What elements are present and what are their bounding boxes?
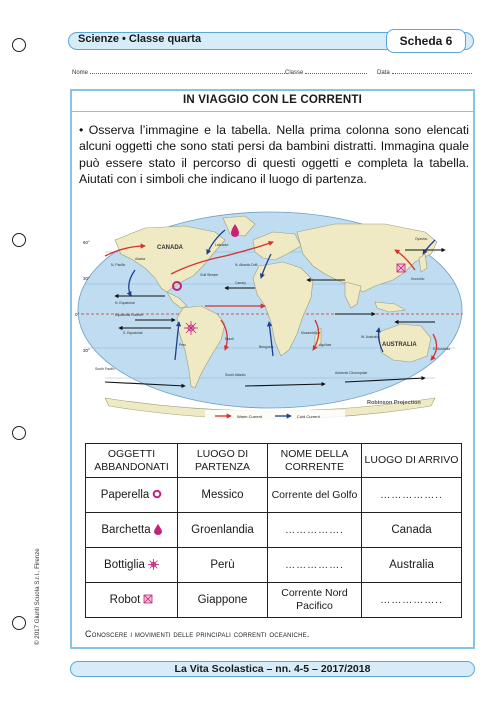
drop-icon: [154, 524, 162, 535]
currents-table: [85, 443, 462, 618]
object-name: Bottiglia: [104, 558, 145, 571]
current-label: Alaska: [135, 257, 146, 261]
name-field[interactable]: [72, 68, 285, 76]
object-name: Paperella: [100, 488, 150, 501]
current-label: Oyashio: [415, 237, 428, 241]
header-objects: OGGETTI ABBANDONATI: [86, 444, 178, 478]
projection-label: Robinson Projection: [367, 400, 421, 406]
current-label: Agulhas: [319, 343, 332, 347]
current-label: N. Equatorial: [115, 301, 135, 305]
start-cell: Giappone: [178, 583, 268, 618]
publication-footer: La Vita Scolastica – nn. 4-5 – 2017/2018: [70, 661, 475, 677]
subject-label: Scienze • Classe quarta: [78, 33, 202, 45]
header-arrival: LUOGO DI ARRIVO: [362, 444, 462, 478]
current-label: Brazil: [225, 337, 234, 341]
sun-icon: [148, 559, 159, 570]
object-cell: [86, 513, 178, 548]
current-label: Gulf Stream: [200, 273, 219, 277]
date-label: Data: [377, 70, 390, 76]
object-cell: [86, 583, 178, 618]
start-cell: Groenlandia: [178, 513, 268, 548]
current-label: N. Atlantic Drift: [235, 263, 258, 267]
start-cell: Perù: [178, 548, 268, 583]
binder-hole: [12, 426, 26, 440]
canada-label: CANADA: [157, 245, 183, 251]
current-cell: Corrente del Golfo: [268, 478, 362, 513]
current-label: Labrador: [215, 243, 229, 247]
current-label: E. Australia: [433, 347, 451, 351]
current-label: Kuroshio: [411, 277, 425, 281]
current-label: N. Pacific: [111, 263, 126, 267]
arrival-cell: Australia: [362, 548, 462, 583]
lat-label: 30°: [83, 276, 90, 281]
current-label: Canary: [235, 281, 246, 285]
class-label: Classe: [285, 70, 304, 76]
current-label: South Pacific: [95, 367, 115, 371]
header-start: LUOGO DI PARTENZA: [178, 444, 268, 478]
binder-hole: [12, 616, 26, 630]
lat-label: 0°: [75, 312, 80, 317]
current-cell-blank[interactable]: …………….: [268, 513, 362, 548]
name-label: Nome: [72, 70, 89, 76]
current-label: Mozambique: [301, 331, 321, 335]
date-field[interactable]: [377, 68, 472, 76]
arrival-cell: Canada: [362, 513, 462, 548]
current-label: South Atlantic: [225, 373, 246, 377]
current-label: Peru: [179, 343, 187, 347]
binder-hole: [12, 38, 26, 52]
arrival-cell-blank[interactable]: ……………..: [362, 583, 462, 618]
current-label: W. Australia: [361, 335, 379, 339]
current-cell-blank[interactable]: …………….: [268, 548, 362, 583]
current-label: Antarctic Circumpolar: [335, 371, 368, 375]
lat-label: 30°: [83, 348, 90, 353]
australia-label: AUSTRALIA: [382, 342, 417, 348]
current-cell: Corrente Nord Pacifico: [268, 583, 362, 618]
current-label: S. Equatorial: [123, 331, 143, 335]
table-row: [86, 513, 462, 548]
sun-symbol-peru: [184, 321, 198, 335]
box-symbol-japan: [397, 264, 405, 272]
arrival-cell-blank[interactable]: ……………..: [362, 478, 462, 513]
header-current: NOME DELLA CORRENTE: [268, 444, 362, 478]
lat-label: 60°: [83, 240, 90, 245]
title-divider: [72, 111, 473, 112]
object-name: Barchetta: [101, 523, 151, 536]
object-cell: [86, 548, 178, 583]
current-label: Equatorial Counter: [115, 313, 144, 317]
table-header-row: [86, 444, 462, 478]
table-row: [86, 548, 462, 583]
learning-goal: Conoscere i movimenti delle principali correnti oceaniche.: [85, 629, 310, 639]
instructions-text: • Osserva l’immagine e la tabella. Nella prima colonna sono elencati alcuni oggetti che sono stati persi da bambini distratti. Immagina quale può essere stato il percorso di questi oggetti e completa la tabella. Aiutati con i simboli che indicano il luogo di partenza.: [79, 123, 469, 187]
ring-icon: [152, 489, 162, 499]
binder-hole: [12, 233, 26, 247]
table-row: [86, 583, 462, 618]
class-field[interactable]: [285, 68, 367, 76]
worksheet-title: IN VIAGGIO CON LE CORRENTI: [183, 94, 362, 106]
box-icon: [143, 594, 153, 604]
object-name: Robot: [109, 593, 141, 606]
start-cell: Messico: [178, 478, 268, 513]
object-cell: [86, 478, 178, 513]
table-row: [86, 478, 462, 513]
legend-cold: Cold Current: [297, 414, 320, 419]
copyright-text: © 2017 Giunti Scuola S.r.l., Firenze: [34, 548, 41, 645]
legend-warm: Warm Current: [237, 414, 262, 419]
current-label: Benguela: [259, 345, 274, 349]
scheda-label: Scheda 6: [386, 29, 466, 53]
ocean-currents-map: [75, 210, 470, 432]
